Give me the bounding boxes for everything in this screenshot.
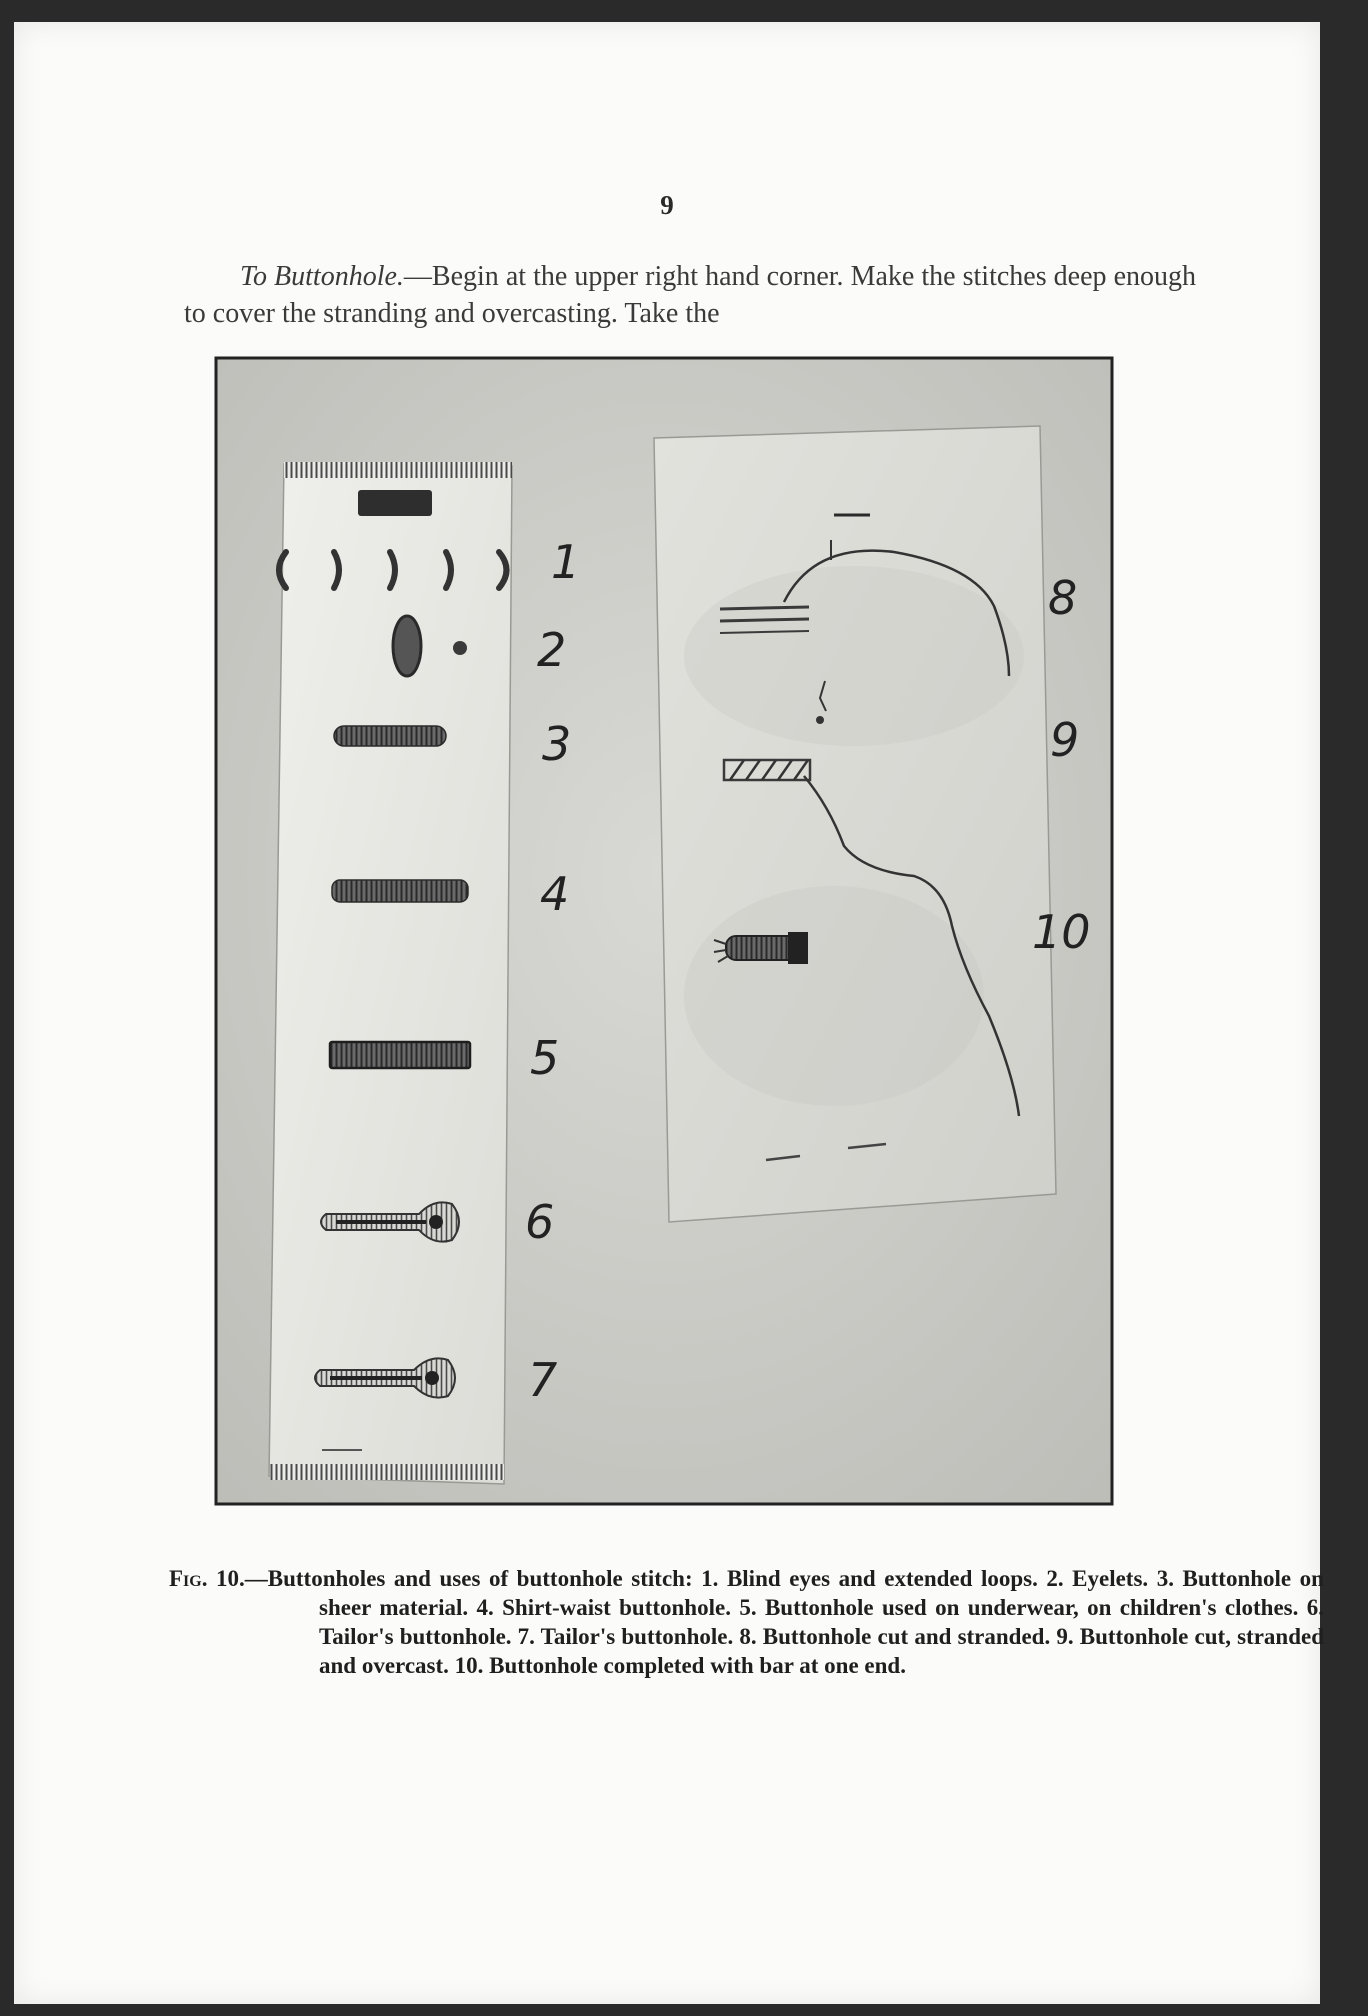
caption-text: —Buttonholes and uses of buttonhole stitch: 1. Blind eyes and extended loops. 2. Eyelets. 3. Buttonhole on sheer material. 4. Shirt-waist buttonhole. 5. Buttonhole used on underwear, on children's clothes. 6. Tailor's buttonhole. 7. Tailor's buttonhole. 8. Buttonhole cut and stranded. 9. Buttonhole cut, stranded and overcast. 10. Buttonhole completed with bar at one end. — [244, 1566, 1324, 1678]
buttonhole-photo-illustration — [214, 356, 1114, 1506]
eyelet-large — [393, 616, 421, 676]
label-10: 10 — [1032, 905, 1091, 959]
label-5: 5 — [530, 1031, 560, 1085]
page-number: 9 — [660, 190, 674, 220]
buttonhole-underwear — [330, 1042, 470, 1068]
figure-caption — [169, 1564, 1324, 1680]
left-fabric-strip — [269, 462, 512, 1484]
paragraph-lead: To Buttonhole. — [240, 261, 404, 292]
label-8: 8 — [1048, 571, 1078, 625]
label-6: 6 — [525, 1195, 555, 1249]
label-4: 4 — [540, 867, 570, 921]
right-fabric-piece — [654, 426, 1056, 1222]
paragraph-text: —Begin at the upper right hand corner. Make the stitches deep enough to cover the stranding and overcasting. Take the — [184, 261, 1196, 329]
figure-photo — [214, 356, 1114, 1506]
caption-prefix: Fig. 10. — [169, 1566, 245, 1591]
label-3: 3 — [542, 717, 572, 771]
label-2: 2 — [537, 623, 567, 677]
eyelet-small — [453, 641, 467, 655]
buttonhole-sheer — [334, 726, 446, 746]
body-paragraph — [184, 258, 1196, 332]
label-1: 1 — [551, 535, 581, 589]
buttonhole-shirtwaist — [332, 880, 468, 902]
book-page — [14, 22, 1324, 2004]
label-9: 9 — [1050, 713, 1080, 767]
label-7: 7 — [528, 1353, 558, 1407]
